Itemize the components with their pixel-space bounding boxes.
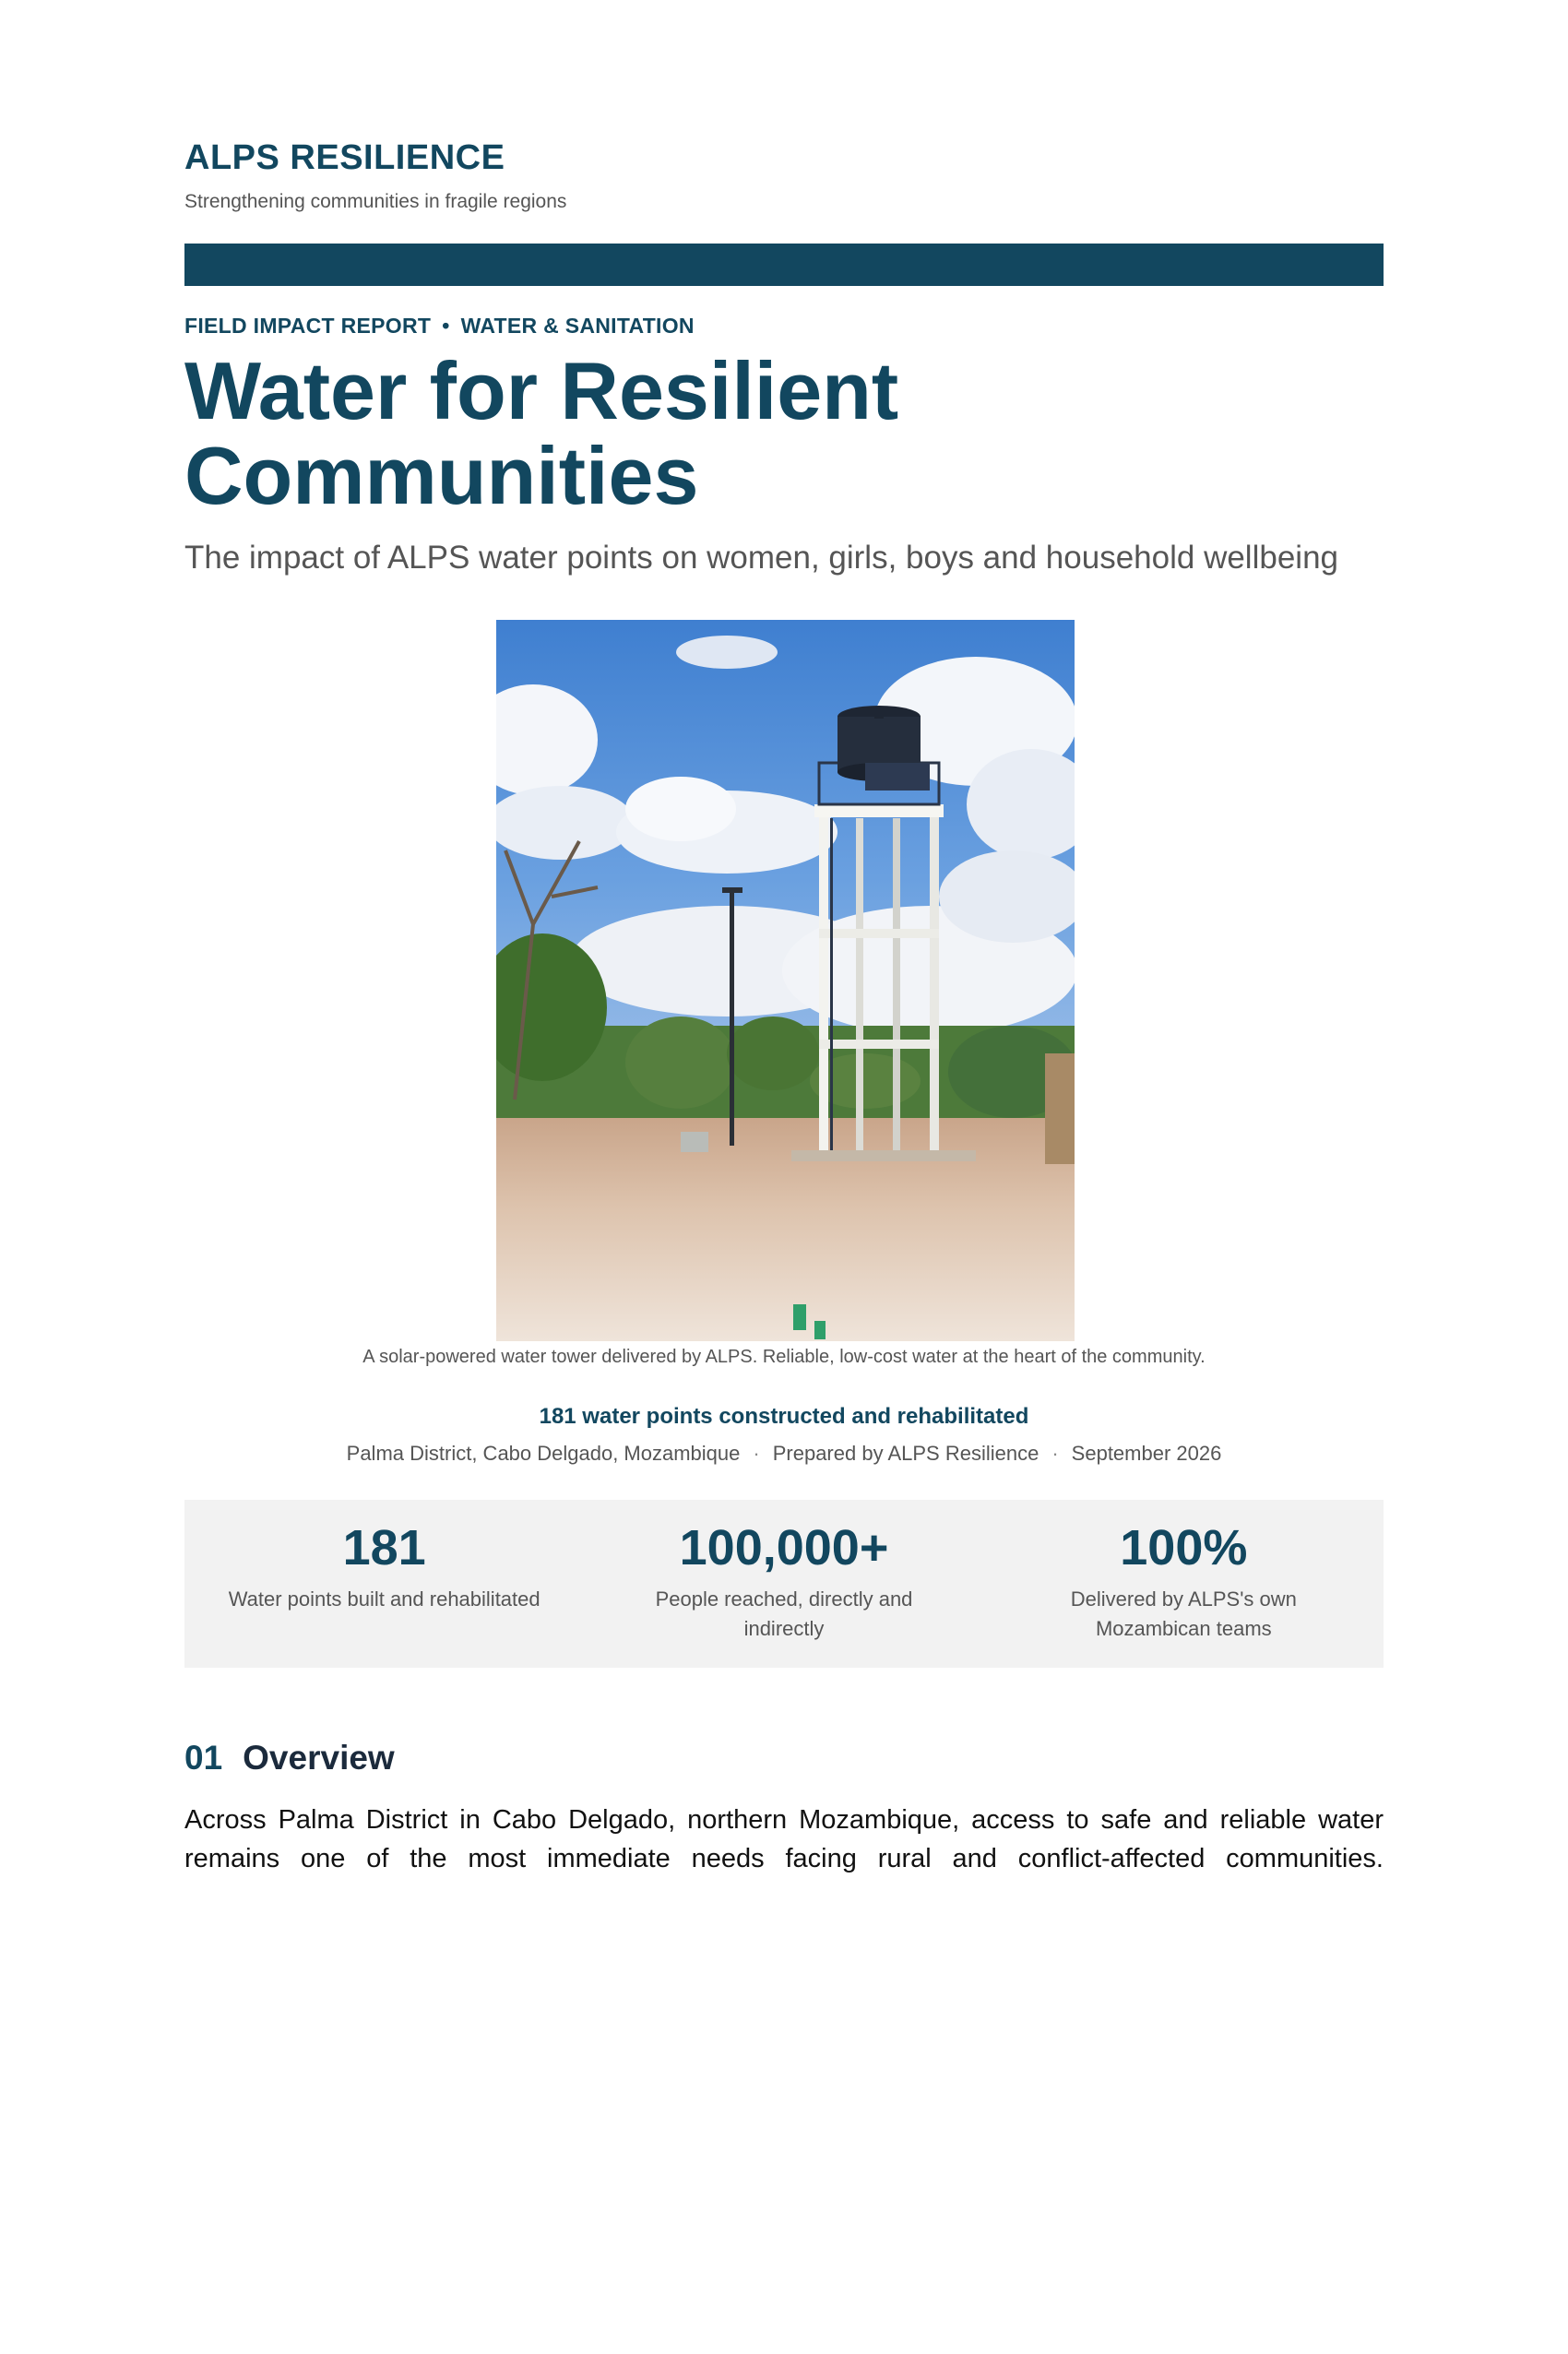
- stat-water-points: [184, 1500, 584, 1668]
- section-number: 01: [184, 1739, 223, 1777]
- stat-value: 181: [342, 1520, 426, 1575]
- kicker-separator: •: [442, 314, 450, 338]
- meta-location: Palma District, Cabo Delgado, Mozambique: [346, 1442, 741, 1465]
- report-subtitle: The impact of ALPS water points on women, girls, boys and household wellbeing: [184, 540, 1338, 576]
- brand-name: ALPS RESILIENCE: [184, 138, 505, 177]
- brand-tagline: Strengthening communities in fragile regions: [184, 191, 567, 212]
- stat-people-reached: [584, 1500, 983, 1668]
- stat-value: 100%: [1120, 1520, 1248, 1575]
- summary-highlight: 181 water points constructed and rehabilitated: [539, 1404, 1029, 1429]
- water-tower-photo: [496, 620, 1075, 1341]
- stat-local-teams: [984, 1500, 1384, 1668]
- overview-heading: [184, 1739, 395, 1777]
- kicker-topic: WATER & SANITATION: [460, 314, 695, 338]
- stat-value: 100,000+: [679, 1520, 889, 1575]
- report-meta: [0, 1442, 1568, 1466]
- kicker-report-type: FIELD IMPACT REPORT: [184, 314, 432, 338]
- meta-separator: ·: [1051, 1442, 1059, 1465]
- photo-caption: A solar-powered water tower delivered by ALPS. Reliable, low-cost water at the heart of the community.: [362, 1347, 1206, 1367]
- meta-separator: ·: [753, 1442, 760, 1465]
- report-title: Water for Resilient Communities: [184, 345, 899, 521]
- stats-panel: [184, 1500, 1384, 1668]
- meta-date: September 2026: [1071, 1442, 1222, 1465]
- stat-label: Delivered by ALPS's own Mozambican teams: [1070, 1587, 1297, 1640]
- stat-label: People reached, directly and indirectly: [655, 1587, 913, 1640]
- overview-paragraph: Across Palma District in Cabo Delgado, northern Mozambique, access to safe and reliable water remains one of the most immediate needs facing rural and conflict-affected communities.: [184, 1805, 1384, 1873]
- header-color-bar: [184, 244, 1384, 286]
- meta-prepared-by: Prepared by ALPS Resilience: [772, 1442, 1039, 1465]
- report-kicker: [184, 314, 695, 339]
- section-title: Overview: [243, 1739, 395, 1777]
- stat-label: Water points built and rehabilitated: [228, 1587, 540, 1611]
